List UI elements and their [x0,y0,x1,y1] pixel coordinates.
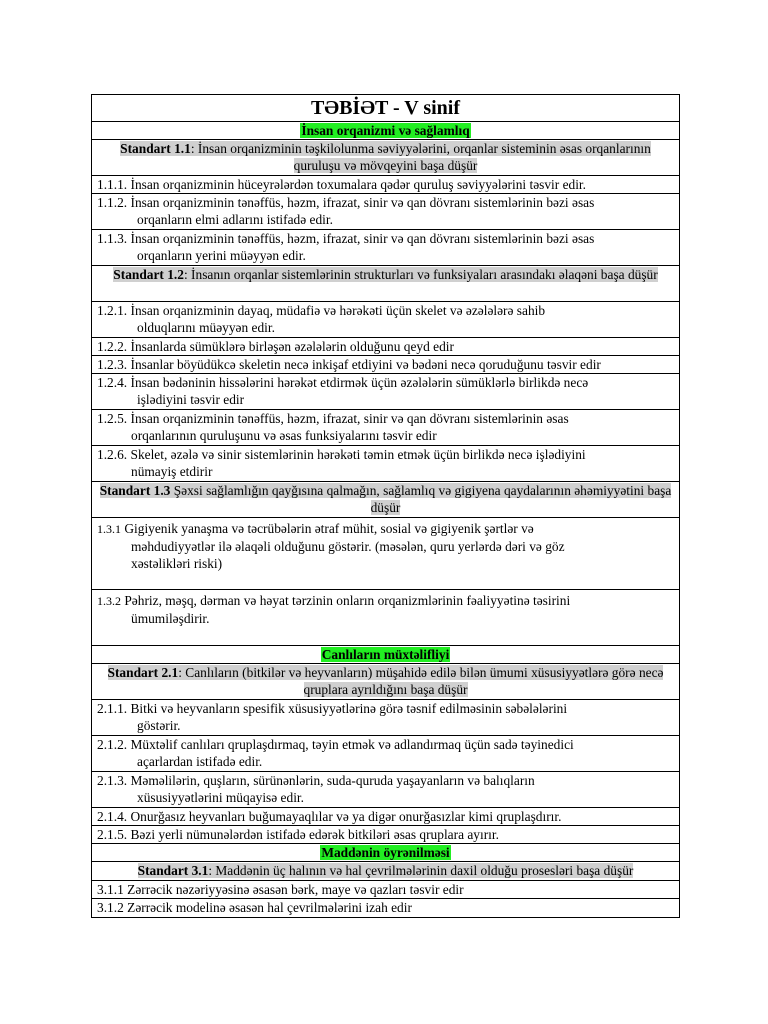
standard-label: Standart 1.1 [120,141,191,156]
outcome-text: İnsanlar böyüdükcə skeletin necə inkişaf etdiyini və bədəni necə qoruduğunu təsvir edir [130,357,601,372]
outcome-row [92,518,680,590]
outcome-number: 1.1.1. [97,177,128,192]
section-header-human-body [92,122,680,140]
outcome-row [92,700,680,736]
outcome-number: 2.1.3. [97,773,128,788]
outcome-text: İnsan bədəninin hissələrini hərəkət etdirmək üçün əzələlərin sümüklərlə birlikdə necə [130,375,589,390]
standard-2-1 [92,664,680,700]
outcome-number: 1.2.4. [97,375,128,390]
outcome-text-cont: orqanların elmi adlarını istifadə edir. [137,212,333,227]
outcome-text-cont: xüsusiyyətlərini müqayisə edir. [137,790,304,805]
outcome-number: 1.1.3. [97,231,128,246]
standard-label: Standart 1.2 [113,267,184,282]
outcome-text-cont: göstərir. [137,718,181,733]
standards-table [91,94,680,918]
outcome-row [92,899,680,918]
section-header-matter [92,844,680,862]
outcome-row [92,590,680,646]
standard-text: : Maddənin üç halının və hal çevrilmələrinin daxil olduğu prosesləri başa düşür [208,863,634,878]
outcome-row [92,826,680,844]
outcome-row [92,338,680,356]
outcome-text: Gigiyenik yanaşma və təcrübələrin ətraf mühit, sosial və gigiyenik şərtlər və [124,521,534,536]
outcome-row [92,772,680,808]
outcome-number: 1.2.2. [97,339,128,354]
outcome-number: 3.1.1 [97,882,124,897]
outcome-row [92,230,680,266]
standard-text: : Canlıların (bitkilər və heyvanların) müşahidə edilə bilən ümumi xüsusiyyətlərə görə necə qruplara ayrıldığını başa düşür [178,665,664,697]
standard-3-1 [92,862,680,881]
outcome-text-cont: orqanlarının quruluşunu və əsas funksiyalarını təsvir edir [131,428,437,443]
outcome-text-cont: ümumiləşdirir. [131,611,210,626]
standard-text: : İnsanın orqanlar sistemlərinin strukturları və funksiyaları arasındakı əlaqəni başa düşür [183,267,658,282]
outcome-number: 1.1.2. [97,195,128,210]
outcome-text-cont: olduqlarını müəyyən edir. [137,320,275,335]
outcome-text-cont: məhdudiyyətlər ilə əlaqəli olduğunu göstərir. (məsələn, quru yerlərdə dəri və göz [131,539,565,554]
outcome-row [92,302,680,338]
outcome-row [92,446,680,482]
standard-label: Standart 1.3 [99,483,171,498]
outcome-number: 1.2.3. [97,357,128,372]
outcome-text: Zərrəcik nəzəriyyəsinə əsasən bərk, maye və qazları təsvir edir [127,882,464,897]
outcome-text-cont: açarlardan istifadə edir. [137,754,263,769]
outcome-number: 1.2.5. [97,411,128,426]
outcome-row [92,881,680,899]
section-label: Maddənin öyrənilməsi [321,845,450,860]
outcome-text-cont: nümayiş etdirir [131,464,213,479]
outcome-row [92,808,680,826]
standard-1-3 [92,482,680,518]
section-label: İnsan orqanizmi və sağlamlıq [301,123,470,138]
outcome-row [92,356,680,374]
outcome-number: 2.1.4. [97,809,128,824]
outcome-number: 1.2.1. [97,303,128,318]
outcome-text: Pəhriz, məşq, dərman və həyat tərzinin onların orqanizmlərinin fəaliyyətinə təsirini [124,593,571,608]
standard-text: : İnsan orqanizminin təşkilolunma səviyyələrini, orqanlar sisteminin əsas orqanlarının quruluşu və mövqeyini başa düşür [190,141,651,173]
outcome-row [92,736,680,772]
outcome-text: İnsanlarda sümüklərə birləşən əzələlərin olduğunu qeyd edir [130,339,454,354]
outcome-text: Bitki və heyvanların spesifik xüsusiyyətlərinə görə təsnif edilməsinin səbələlərini [130,701,568,716]
outcome-text: Skelet, əzələ və sinir sistemlərinin hərəkəti təmin etmək üçün birlikdə necə işlədiyini [130,447,586,462]
outcome-number: 1.3.1 [97,522,121,536]
standard-1-1 [92,140,680,176]
outcome-row [92,374,680,410]
outcome-text: Bəzi yerli nümunələrdən istifadə edərək bitkiləri əsas qruplara ayırır. [130,827,499,842]
standard-1-2 [92,266,680,302]
outcome-text: Məməlilərin, quşların, sürünənlərin, suda-quruda yaşayanların və balıqların [130,773,535,788]
section-label: Canlıların müxtəlifliyi [321,647,450,662]
standard-label: Standart 2.1 [107,665,179,680]
outcome-text: Onurğasız heyvanları buğumayaqlılar və ya digər onurğasızlar kimi qruplaşdırır. [130,809,562,824]
outcome-text: İnsan orqanizminin tənəffüs, həzm, ifrazat, sinir və qan dövranı sistemlərinin əsas [130,411,569,426]
outcome-text: İnsan orqanizminin tənəffüs, həzm, ifrazat, sinir və qan dövranı sistemlərinin bəzi əsas [130,195,595,210]
outcome-number: 2.1.1. [97,701,128,716]
page-title: TƏBİƏT - V sinif [92,95,680,122]
outcome-row [92,194,680,230]
outcome-text: Zərrəcik modelinə əsasən hal çevrilmələrini izah edir [127,900,412,915]
outcome-number: 2.1.5. [97,827,128,842]
outcome-text: İnsan orqanizminin tənəffüs, həzm, ifrazat, sinir və qan dövranı sistemlərinin bəzi əsas [130,231,595,246]
standard-text: Şəxsi sağlamlığın qayğısına qalmağın, sağlamlıq və gigiyena qaydalarının əhəmiyyətini başa düşür [170,483,672,515]
outcome-number: 3.1.2 [97,900,124,915]
outcome-text: Müxtəlif canlıları qruplaşdırmaq, təyin etmək və adlandırmaq üçün sadə təyinedici [130,737,574,752]
outcome-text: İnsan orqanizminin dayaq, müdafiə və hərəkəti üçün skelet və əzələlərə sahib [130,303,546,318]
section-header-diversity [92,646,680,664]
outcome-number: 2.1.2. [97,737,128,752]
standard-label: Standart 3.1 [137,863,209,878]
outcome-text-cont: işlədiyini təsvir edir [137,392,245,407]
outcome-text-cont: xəstəlikləri riski) [131,556,223,571]
outcome-row [92,176,680,194]
outcome-number: 1.3.2 [97,594,121,608]
outcome-text: İnsan orqanizminin hüceyrələrdən toxumalara qədər quruluş səviyyələrini təsvir edir. [130,177,586,192]
outcome-number: 1.2.6. [97,447,128,462]
outcome-row [92,410,680,446]
outcome-text-cont: orqanların yerini müəyyən edir. [137,248,306,263]
